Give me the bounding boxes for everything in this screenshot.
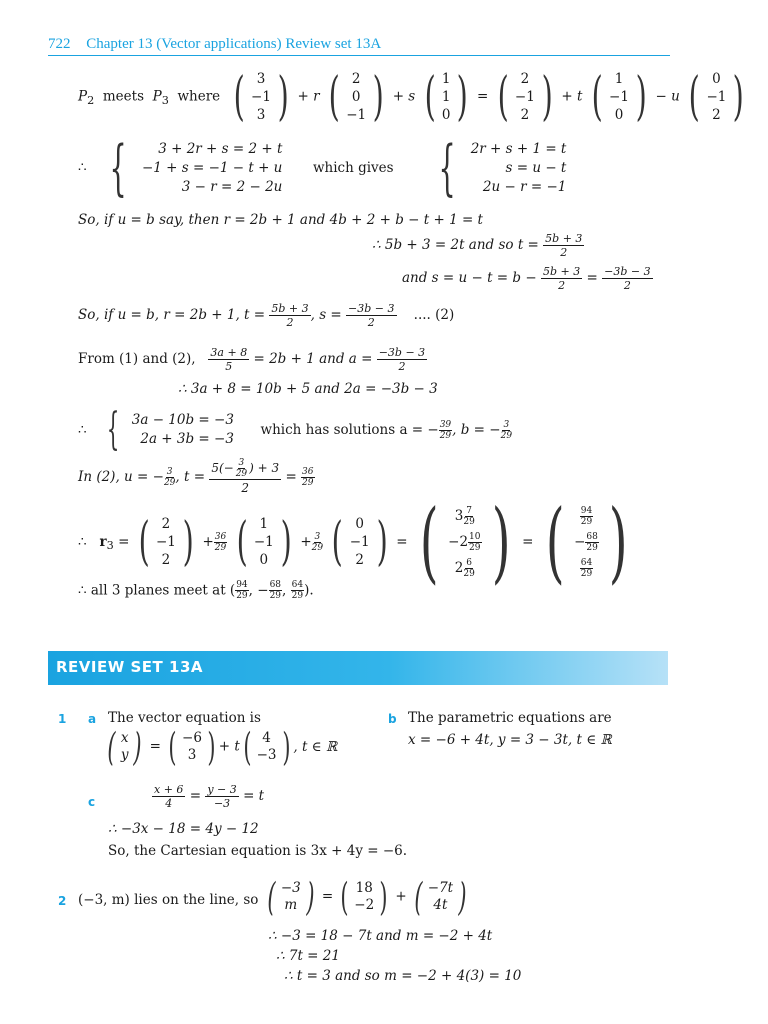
s-expression-line: and s = u − t = b − $\frac{5b + 3}{2}$ = $\frac{-3b - 3}{2}$: [402, 265, 651, 292]
from-1-and-2-line: From (1) and (2), $\frac{3a + 8}{5}$ = 2b + 1 and a = $\frac{-3b - 3}{2}$: [78, 346, 426, 373]
meets-text: meets: [102, 88, 144, 105]
r3-mixed-vector: ( 3 $\frac{7}{29}$ −2 $\frac{10}{29}$ 2 $\frac{6}{29}$ ): [419, 490, 511, 593]
vector-1: ( 3 −1 3 ): [233, 67, 289, 127]
simplified-equations-line: ∴ 3a + 8 = 10b + 5 and 2a = −3b − 3: [178, 381, 438, 397]
q1-part-c-label: c: [88, 795, 96, 809]
plus-t: + t: [561, 88, 583, 105]
r3-fraction-vector: ( $\frac{94}{29}$ − $\frac{68}{29}$ $\frac{64}{29}$ ): [545, 490, 628, 593]
q2-line4: ∴ t = 3 and so m = −2 + 4(3) = 10: [284, 968, 522, 984]
r3-vector-2: ( 1 −1 0 ): [236, 512, 292, 572]
ab-system: ∴ { 3a − 10b = −3 2a + 3b = −3 which has solutions a = − $\frac{39}{29}$ , b = − $\frac{3}{29}$: [78, 404, 513, 455]
chapter-title: Chapter 13 (Vector applications) Review set 13A: [86, 36, 382, 52]
q2-line2: ∴ −3 = 18 − 7t and m = −2 + 4t: [268, 928, 493, 944]
q1-c-line3: So, the Cartesian equation is 3x + 4y = −6.: [108, 843, 408, 859]
p2-meets-p3-equation: [78, 67, 749, 127]
q2-line3: ∴ 7t = 21: [276, 948, 340, 964]
r3-vector-3: ( 0 −1 2 ): [331, 512, 388, 572]
p2-symbol: P: [78, 88, 88, 105]
page-number: 722: [48, 36, 71, 52]
t-expression-line: ∴ 5b + 3 = 2t and so t = $\frac{5b + 3}{2}$: [372, 232, 583, 259]
q1-a-text: The vector equation is: [108, 710, 261, 726]
p2-subscript: 2: [87, 94, 95, 108]
equals: =: [477, 88, 489, 105]
q1-c-symmetric-eq: $\frac{x + 6}{4}$ = $\frac{y - 3}{-3}$ = t: [154, 783, 265, 810]
planes-meet-line: ∴ all 3 planes meet at ( $\frac{94}{29}$ , − $\frac{68}{29}$ , $\frac{64}{29}$ ).: [78, 580, 314, 601]
q1-c-line2: ∴ −3x − 18 = 4y − 12: [108, 821, 259, 837]
plus-s: + s: [392, 88, 416, 105]
plus-r: + r: [297, 88, 320, 105]
minus-u: − u: [655, 88, 680, 105]
q1-part-a-label: a: [88, 712, 97, 726]
in-2-line: In (2), u = − $\frac{3}{29}$ , t = 5(− $\frac{3}{29}$ ) + 3 2 = $\frac{36}{29}$: [78, 458, 314, 495]
vector-6: ( 0 −1 2 ): [688, 67, 745, 127]
r3-equation: ∴ $r_3$ = ( 2 −1 2 ) + $\frac{36}{29}$ ( 1 −1 0 ) + $\frac{3}{29}$ ( 0 −1 2 ) = ( 3 $\frac{7}{29}$ −2 $\frac{10}{29}$ 2 $\frac{6}{29}$ ) = ( $\frac{94}{29}$ − $\frac{68}{29}$ $\frac{64}{29}$ ): [78, 498, 635, 586]
vector-4: ( 2 −1 2 ): [497, 67, 553, 127]
q2-text: (−3, m) lies on the line, so: [78, 892, 259, 908]
substitution-line: So, if u = b say, then r = 2b + 1 and 4b + 2 + b − t + 1 = t: [78, 212, 483, 228]
where-text: where: [177, 88, 221, 105]
vector-2: ( 2 0 −1 ): [328, 67, 384, 127]
vector-5: ( 1 −1 0 ): [591, 67, 647, 127]
q1-part-b-label: b: [388, 712, 397, 726]
p3-symbol: P: [152, 88, 162, 105]
which-gives-text: which gives: [312, 160, 394, 176]
right-brace: {: [438, 133, 456, 203]
system-right: 2r + s + 1 = t s = u − t 2u − r = −1: [470, 140, 567, 195]
question-1-number: 1: [58, 712, 67, 726]
review-set-title: REVIEW SET 13A: [56, 658, 203, 676]
r3-vector-1: ( 2 −1 2 ): [138, 512, 194, 572]
system-equations: [78, 133, 567, 203]
system-left: 3 + 2r + s = 2 + t −1 + s = −1 − t + u 3 − r = 2 − 2u: [141, 140, 283, 195]
question-2-number: 2: [58, 894, 67, 908]
q1-b-text: The parametric equations are: [408, 710, 612, 726]
q1-b-equations: x = −6 + 4t, y = 3 − 3t, t ∈ ℝ: [408, 732, 612, 748]
vector-3: ( 1 1 0 ): [424, 67, 469, 127]
therefore-symbol: ∴: [78, 159, 87, 176]
q1-vector-equation: ( x y ) = ( −6 3 ) + t ( 4 −3 ) , t ∈ ℝ: [107, 725, 338, 769]
left-brace: {: [109, 133, 128, 203]
q2-vector-equation: ( −3 m ) = ( 18 −2 ) + ( −7t 4t ): [267, 875, 467, 919]
equation-2-line: So, if u = b, r = 2b + 1, t = $\frac{5b + 3}{2}$ , s = $\frac{-3b - 3}{2}$ .... (2): [78, 302, 455, 329]
page-header: [48, 36, 381, 53]
review-set-banner: [48, 651, 668, 685]
header-rule: [48, 55, 670, 56]
p3-subscript: 3: [161, 94, 169, 108]
